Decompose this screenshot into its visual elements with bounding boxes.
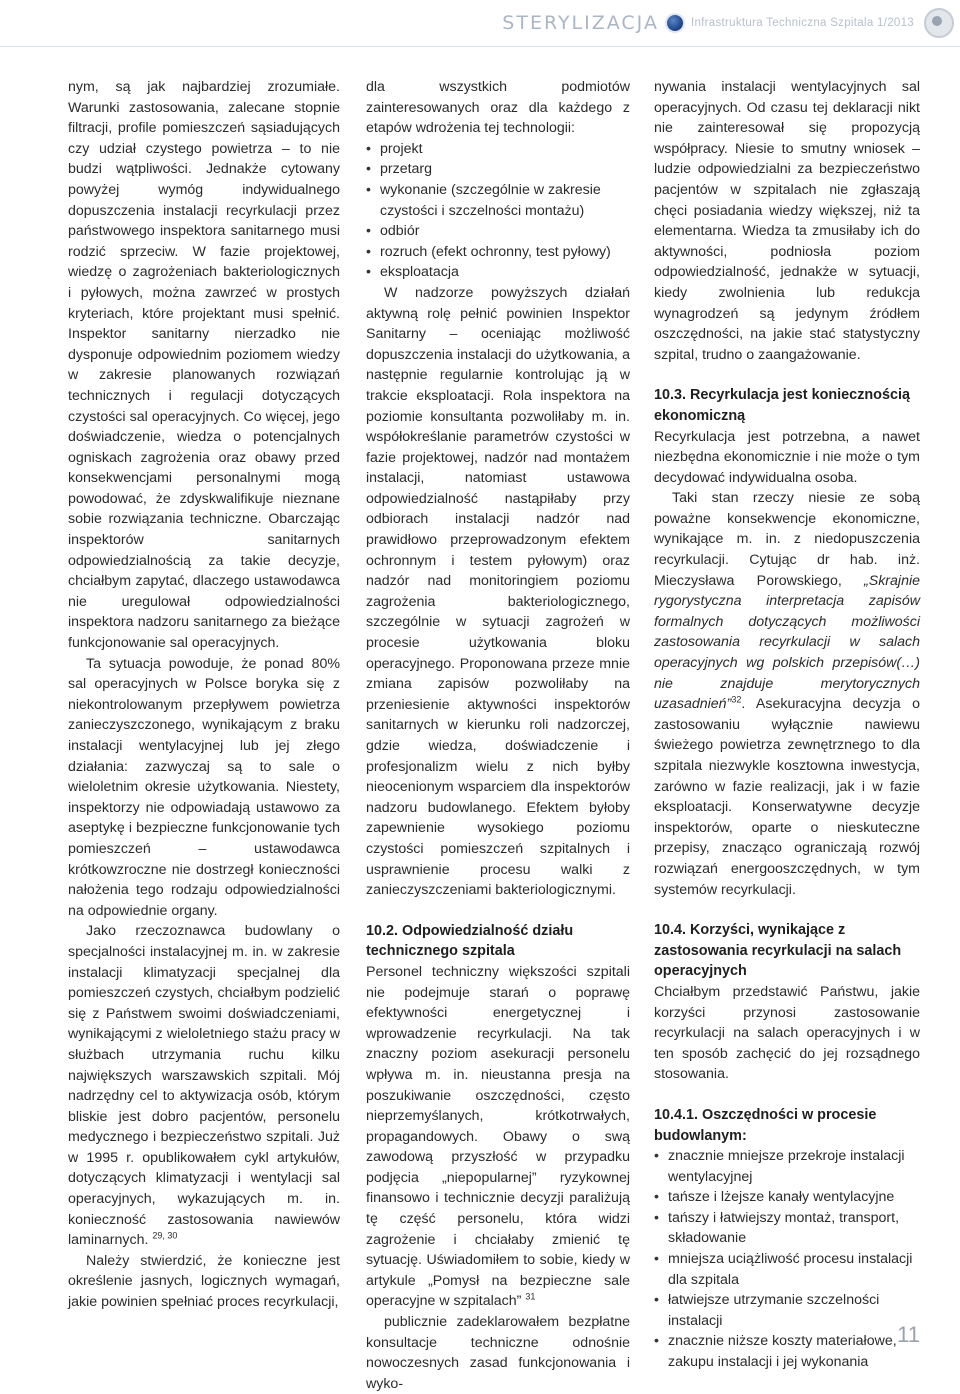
- circle-bullet-icon: [667, 15, 683, 31]
- paragraph-text: Personel techniczny większości szpitali nie podejmuje starań o poprawę efektywności energetycznej i wprowadzenie recyrkulacji. Na tak znaczny poziom asekuracji personelu wpływa m. in. nieustanna presja na poszukiwanie oszczędności, często nieprzemyślanych, krótkotrwałych, propagandowych. Obawy o swą zawodową przyszłość w przypadku podjęcia „niepopularnej” ryzykownej finansowo i technicznie decyzji paraliżują tę część personelu, która widzi zagrożenie i chciałaby zmienić tę sytuację. Uświadomiłem to sobie, kiedy w artykule „Pomysł na bezpieczne sale operacyjne w szpitalach”: [366, 963, 630, 1310]
- section-title: STERYLIZACJA: [502, 12, 659, 34]
- paragraph: dla wszystkich podmiotów zainteresowanych oraz dla każdego z etapów wdrożenia tej technologii:: [366, 79, 630, 137]
- list-item: • tańszy i łatwiejszy montaż, transport, składowanie: [654, 1208, 920, 1249]
- paragraph: W nadzorze powyższych działań aktywną rolę pełnić powinien Inspektor Sanitarny – oceniając możliwość dopuszczenia instalacji do użytkowania, a następnie regularnie kontrolując ją w trakcie eksploatacji. Rola inspektora na poziomie konsultanta pozwoliłaby m. in. współokreślanie parametrów czystości w fazie projektowej, nadzór nad montażem instalacji, natomiast ustawowa odpowiedzialność nastąpiłaby przy odbiorach instalacji nadzór nad prawidłowo przeprowadzonym efektem ochronnym i testem pyłowym) oraz nadzór nad monitoringiem poziomu zagrożenia bakteriologicznego, szczególnie w sytuacji zagrożeń w procesie użytkowania bloku operacyjnego. Proponowana przeze mnie zmiana zapisów pozwoliłaby na przeniesienie aktywności inspektorów sanitarnych w kierunku roli nadzorczej, gdzie wiedza, doświadczenie i profesjonalizm wielu z nich byłby nieocenionym wsparciem dla inspektorów nadzoru budowlanego. Efektem byłoby zapewnienie wysokiego poziomu czystości pomieszczeń szpitalnych i usprawnienie procesu walki z zanieczyszczeniami bakteriologicznymi.: [366, 284, 630, 899]
- savings-list: [654, 1146, 920, 1373]
- paragraph: Chciałbym przedstawić Państwu, jakie korzyści przynosi zastosowanie recyrkulacji na salach operacyjnych i w ten sposób zachęcić do jej rozsądnego stosowania.: [654, 983, 920, 1083]
- list-item: • mniejsza uciążliwość procesu instalacji dla szpitala: [654, 1249, 920, 1290]
- paragraph: nywania instalacji wentylacyjnych sal operacyjnych. Od czasu tej deklaracji nikt nie zainteresował się propozycją współpracy. Niesie to smutny wniosek – ludzie odpowiedzialni za bezpieczeństwo pacjentów w szpitalach nie zgłaszają chęci posiadania wiedzy większej, niż ta elementarna. Wiedza ta zmusiłaby ich do aktywności, podniosła poziom odpowiedzialność, jednakże w sytuacji, kiedy zwolnienia lub redukcja wynagrodzeń są jedynym źródłem oszczędności, na jakie stać statystyczny szpital, trudno o zaangażowanie.: [654, 79, 920, 363]
- list-item: • wykonanie (szczególnie w zakresie czystości i szczelności montażu): [366, 180, 630, 221]
- column-3: [654, 77, 920, 1373]
- header-divider: [0, 46, 960, 47]
- journal-logo-icon: [924, 8, 954, 38]
- paragraph-text: Jako rzeczoznawca budowlany o specjalności instalacyjnej m. in. w zakresie instalacji klimatyzacji specjalnej dla pomieszczeń czystych, chciałbym podzielić się z Państwem swoimi doświadczeniami, wynikającymi z wieloletniego stażu pracy w służbach utrzymania ruchu kilku największych warszawskich szpitali. Mój nadrzędny cel to aktywizacja osób, którym bliskie jest dobro pacjentów, personelu medycznego i bezpieczeństwo szpitali. Już w 1995 r. opublikowałem cykl artykułów, dotyczących klimatyzacji i wentylacji sal operacyjnych, wykazujących m. in. konieczność zastosowania nawiewów laminarnych.: [68, 923, 340, 1249]
- spacer: [654, 1085, 920, 1105]
- section-heading: 10.4. Korzyści, wynikające z zastosowania recyrkulacji na salach operacyjnych: [654, 922, 902, 980]
- list-item: • znacznie niższe koszty materiałowe, zakupu instalacji i jej wykonania: [654, 1331, 920, 1372]
- list-item: • znacznie mniejsze przekroje instalacji wentylacyjnej: [654, 1146, 920, 1187]
- quote: „Skrajnie rygorystyczna interpretacja zapisów formalnych dotyczących możliwości zastosowania recyrkulacji w salach operacyjnych wg polskich przepisów(…) nie znajduje merytorycznych uzasadnień”: [654, 572, 920, 713]
- section-heading: 10.3. Recyrkulacja jest koniecznością ekonomiczną: [654, 387, 910, 424]
- paragraph: Recyrkulacja jest potrzebna, a nawet niezbędna ekonomicznie i nie może o tym decydować indywidualna osoba.: [654, 428, 920, 486]
- paragraph: publicznie zadeklarowałem bezpłatne konsultacje techniczne odnośnie nowoczesnych zasad funkcjonowania i wyko-: [366, 1314, 630, 1392]
- column-2: [366, 77, 630, 1394]
- paragraph: nym, są jak najbardziej zrozumiałe. Warunki zastosowania, zalecane stopnie filtracji, profile pomieszczeń sąsiadujących czy udział czystego powietrza – to nie budzi wątpliwości. Jednakże cytowany powyżej wymóg indywidualnego dopuszczenia instalacji recyrkulacji przez państwowego inspektora sanitarnego musi rodzić sprzeciw. W fazie projektowej, wiedzę o zagrożeniach bakteriologicznych i pyłowych, można zawrzeć w prostych kryteriach, które projektant musi spełnić. Inspektor sanitarny nierzadko nie dysponuje odpowiednim poziomem wiedzy w zakresie planowanych rozwiązań technicznych i regulacji dotyczących czystości sal operacyjnych. Co więcej, jego doświadczenie, wiedza o potencjalnych ogniskach zagrożenia oraz obawy przed konsekwencjami personalnymi mogą powodować, że zdyskwalifikuje nieznane sobie rozwiązania techniczne. Obarczając inspektorów sanitarnych odpowiedzialnością za takie decyzje, chciałbym zapytać, dlaczego ustawodawca nie uregulował odpowiedzialności inspektora nadzoru sanitarnego za bieżące funkcjonowanie sal operacyjnych.: [68, 79, 340, 652]
- footnote-ref: 29, 30: [152, 1230, 178, 1241]
- spacer: [366, 901, 630, 921]
- column-1: [68, 77, 340, 1313]
- footnote-ref: 32: [731, 694, 742, 705]
- paragraph: Ta sytuacja powoduje, że ponad 80% sal operacyjnych w Polsce boryka się z niekontrolowanym przepływem powietrza zanieczyszczonego, wynikającym z braku instalacji wentylacyjnej lub jej złego działania: zazwyczaj są to sale o wieloletnim okresie użytkowania. Niestety, inspektorzy nie odpowiadają ustawowo za aseptykę i bezpieczne funkcjonowanie tych pomieszczeń – ustawodawca krótkowzroczne nie dostrzegł konieczności nałożenia tego rodzaju odpowiedzialności na odpowiednie organy.: [68, 655, 340, 919]
- list-item: • eksploatacja: [366, 262, 630, 283]
- page-header: [0, 0, 960, 50]
- section-heading: 10.2. Odpowiedzialność działu technicznego szpitala: [366, 922, 574, 960]
- paragraph: Należy stwierdzić, że konieczne jest określenie jasnych, logicznych wymagań, jakie powinien spełniać proces recyrkulacji,: [68, 1252, 340, 1311]
- paragraph-text: . Asekuracyjna decyzja o zastosowaniu wyłącznie nawiewu świeżego powietrza zewnętrznego to dla szpitala niezwykle kosztowna inwestycja, zarówno w fazie realizacji, jak i w fazie eksploatacji. Konserwatywne decyzje inspektorów, oparte o nieskuteczne przepisy, znacząco ograniczają rozwój rozwiązań energooszczędnych, w tym systemów recyrkulacji.: [654, 696, 920, 898]
- list-item: • rozruch (efekt ochronny, test pyłowy): [366, 242, 630, 263]
- section-heading: 10.4.1. Oszczędności w procesie budowlanym:: [654, 1106, 877, 1144]
- page-number: 11: [897, 1322, 920, 1347]
- list-item: • projekt: [366, 139, 630, 160]
- list-item: • łatwiejsze utrzymanie szczelności instalacji: [654, 1290, 920, 1331]
- stages-list: [366, 139, 630, 283]
- journal-title: Infrastruktura Techniczna Szpitala 1/2013: [690, 17, 914, 29]
- paragraph-text: Taki stan rzeczy niesie ze sobą poważne konsekwencje ekonomiczne, wynikające m. in. z niedopuszczenia recyrkulacji. Cytując dr hab. inż. Mieczysława Porowskiego,: [654, 490, 920, 589]
- list-item: • przetarg: [366, 159, 630, 180]
- spacer: [654, 900, 920, 920]
- header-bar: [502, 8, 954, 38]
- spacer: [654, 365, 920, 385]
- list-item: • tańsze i lżejsze kanały wentylacyjne: [654, 1187, 920, 1208]
- footnote-ref: 31: [525, 1291, 536, 1302]
- paragraph: [654, 488, 920, 900]
- paragraph: [68, 921, 340, 1251]
- paragraph: [366, 962, 630, 1312]
- list-item: • odbiór: [366, 221, 630, 242]
